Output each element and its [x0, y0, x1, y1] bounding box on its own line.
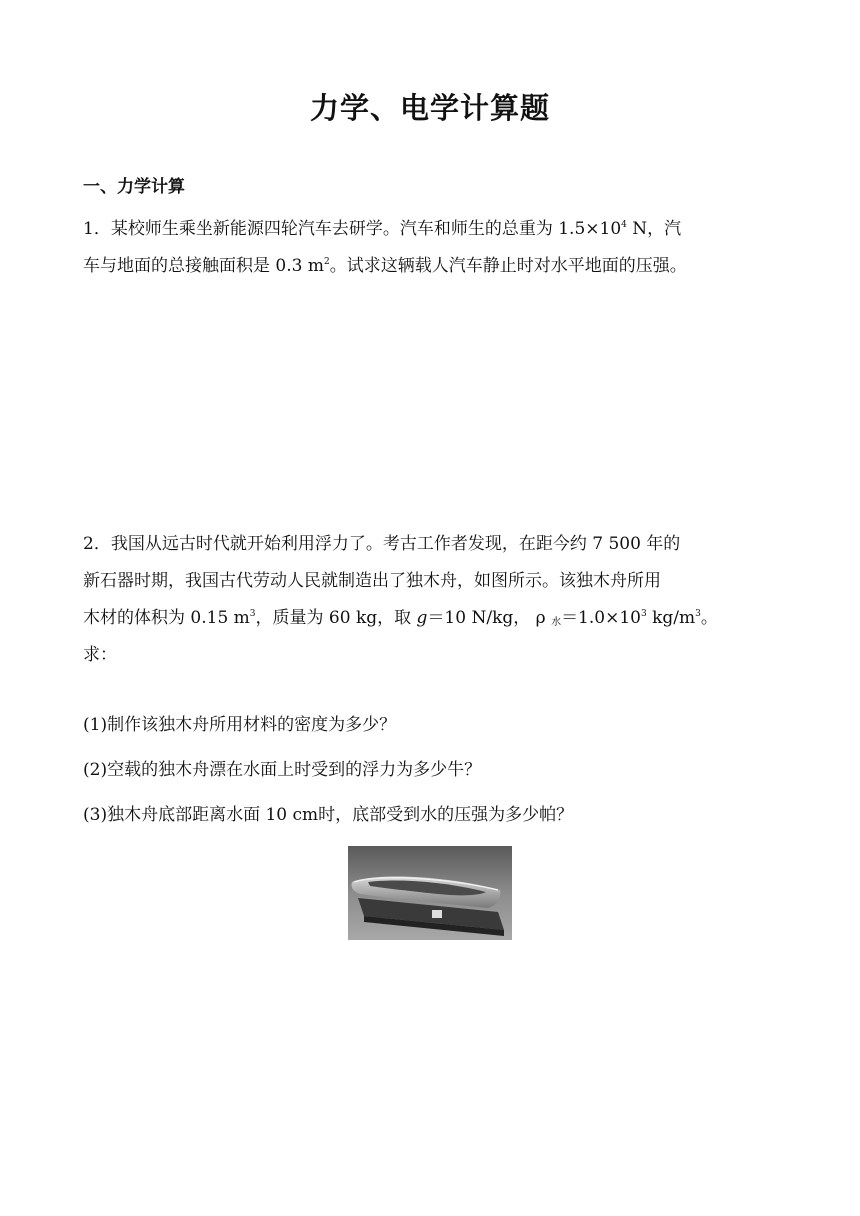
- question-2-line-1: 2．我国从远古时代就开始利用浮力了。考古工作者发现，在距今约 7 500 年的: [83, 534, 681, 554]
- question-2-line-4: 求：: [83, 645, 117, 665]
- section-heading-mechanics: 一、力学计算: [83, 177, 185, 197]
- question-2: [83, 526, 778, 674]
- dugout-canoe-photo: [348, 846, 512, 940]
- question-2-line-3: 木材的体积为 0.15 $m^3$，质量为 60 kg，取 g＝10 N/kg， ρ $_水=1.0\times 10^3$ $kg/m^3$。: [83, 608, 718, 628]
- sub-question-1: (1)制作该独木舟所用材料的密度为多少？: [83, 715, 397, 735]
- page-title: 力学、电学计算题: [309, 91, 550, 125]
- question-2-line-2: 新石器时期，我国古代劳动人民就制造出了独木舟，如图所示。该独木舟所用: [83, 571, 661, 591]
- question-1-line-2: 车与地面的总接触面积是 0.3 $m^2$。试求这辆载人汽车静止时对水平地面的压强。: [83, 256, 687, 276]
- question-1-line-1: 1．某校师生乘坐新能源四轮汽车去研学。汽车和师生的总重为 $1.5\times 10^4$ N，汽: [83, 219, 682, 239]
- question-1: [83, 211, 778, 285]
- sub-question-3: (3)独木舟底部距离水面 10 cm时，底部受到水的压强为多少帕？: [83, 805, 574, 825]
- dugout-canoe-image: [348, 846, 512, 940]
- sub-question-2: (2)空载的独木舟漂在水面上时受到的浮力为多少牛？: [83, 760, 482, 780]
